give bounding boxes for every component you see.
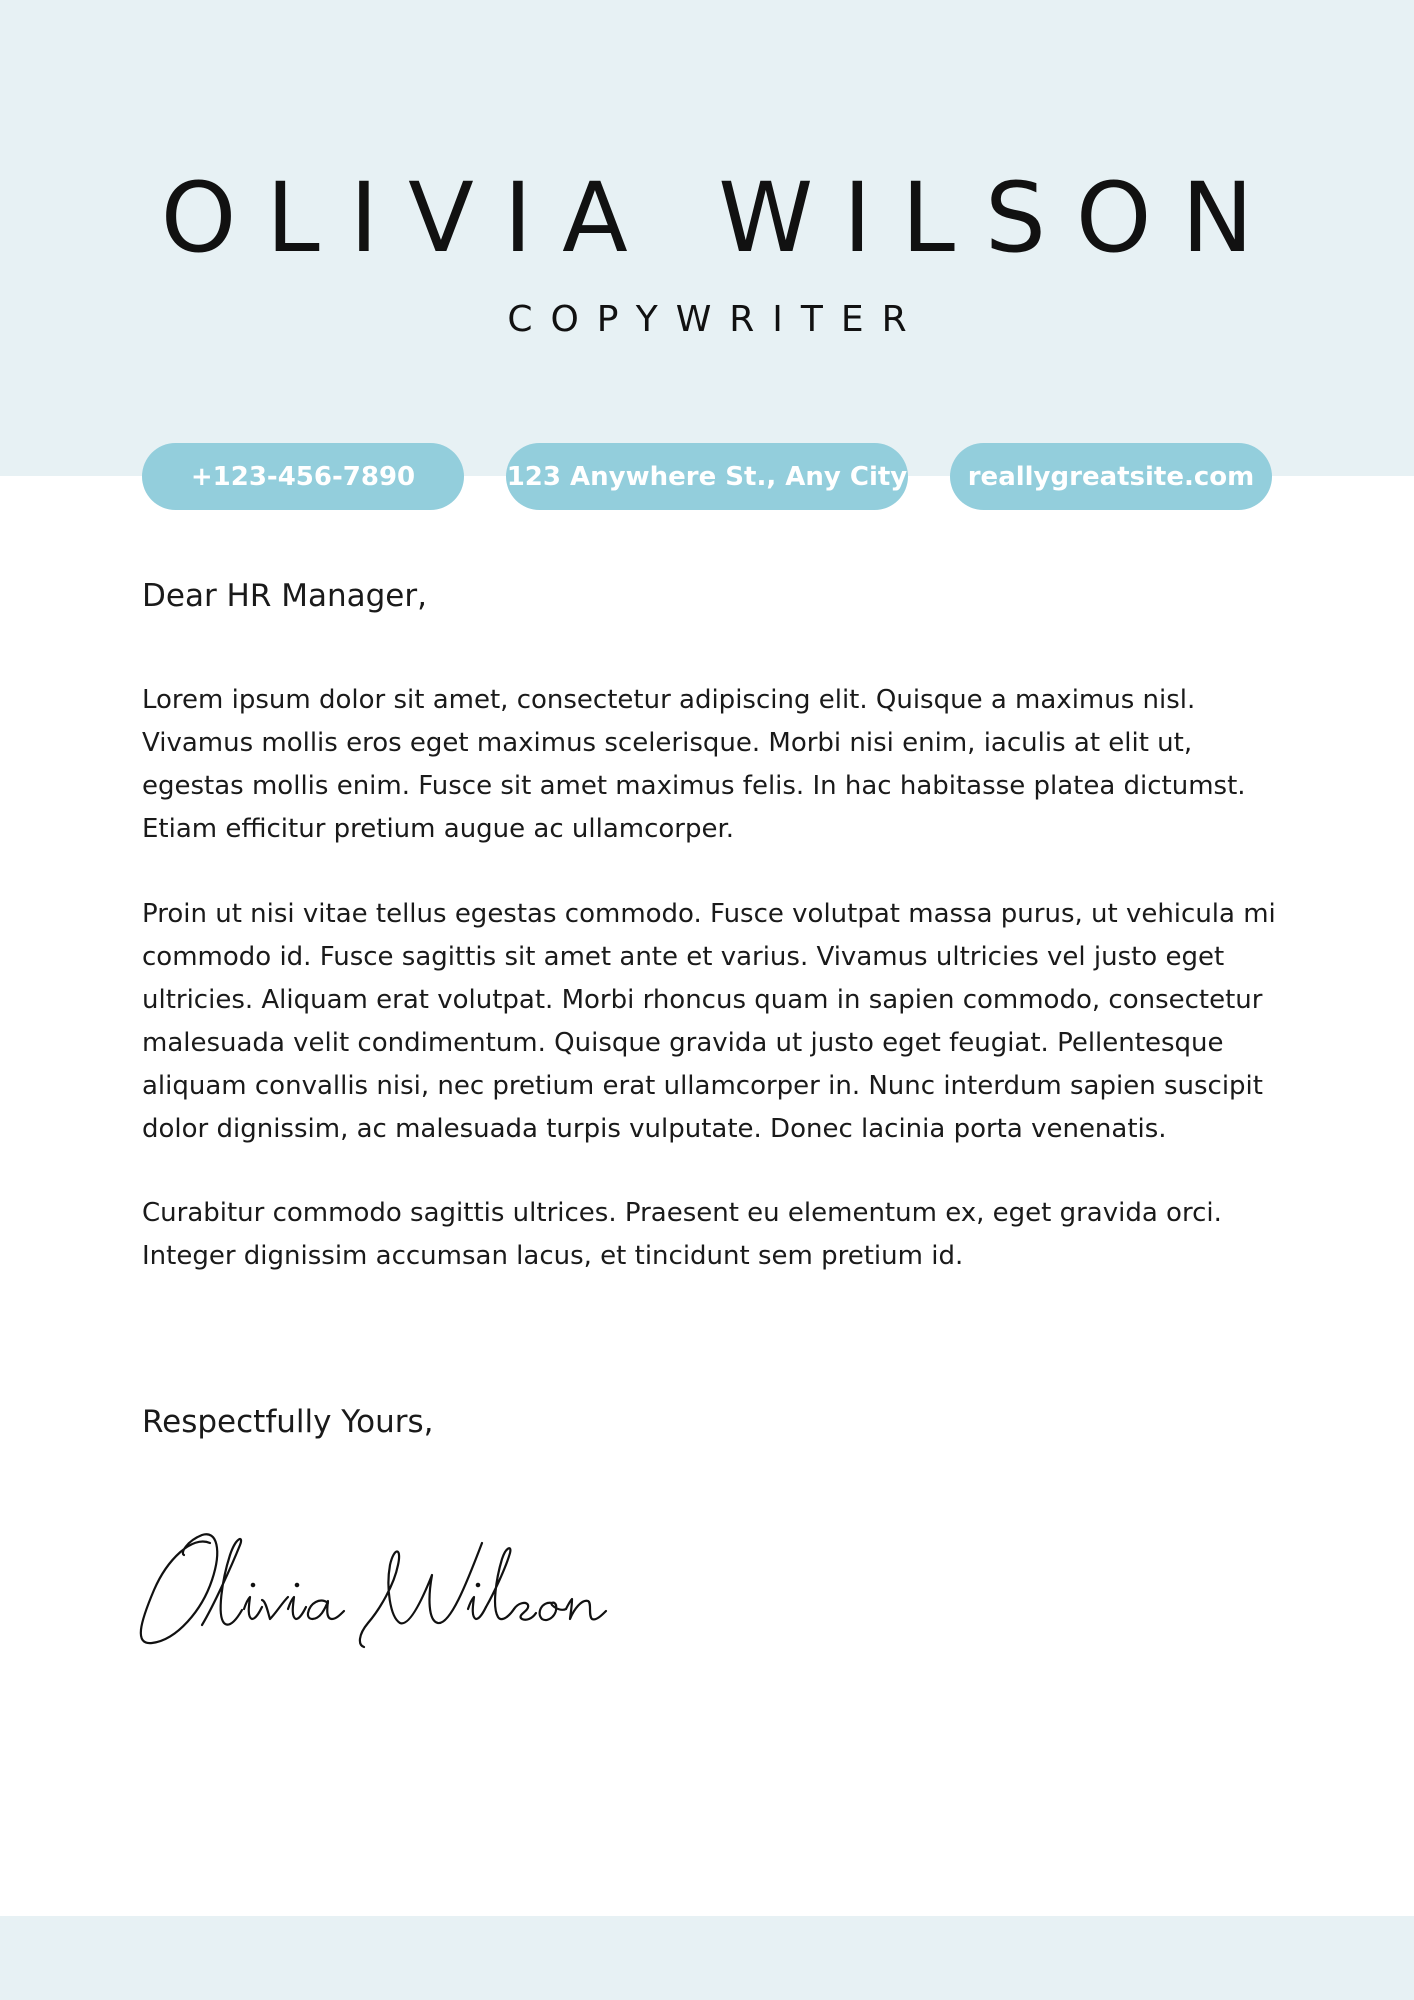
closing: Respectfully Yours,	[142, 1404, 434, 1440]
footer-background	[0, 1916, 1414, 2000]
address-badge: 123 Anywhere St., Any City	[506, 443, 908, 510]
body-paragraph-1: Lorem ipsum dolor sit amet, consectetur adipiscing elit. Quisque a maximus nisl. Vivamus mollis eros eget maximus scelerisque. Morbi nisi enim, iaculis at elit ut, egestas mollis enim. Fusce sit amet maximus felis. In hac habitasse platea dictumst. Etiam efficitur pretium augue ac ullamcorper.	[142, 685, 1246, 844]
body-paragraph-3: Curabitur commodo sagittis ultrices. Praesent eu elementum ex, eget gravida orci. Integer dignissim accumsan lacus, et tincidunt sem pretium id.	[142, 1198, 1222, 1271]
job-title: COPYWRITER	[507, 299, 925, 340]
signature-image	[132, 1505, 632, 1655]
website-badge: reallygreatsite.com	[950, 443, 1272, 510]
salutation: Dear HR Manager,	[142, 578, 427, 614]
applicant-name: OLIVIA WILSON	[160, 162, 1284, 274]
body-paragraph-2: Proin ut nisi vitae tellus egestas commodo. Fusce volutpat massa purus, ut vehicula mi commodo id. Fusce sagittis sit amet ante et varius. Vivamus ultricies vel justo eget ultricies. Aliquam erat volutpat. Morbi rhoncus quam in sapien commodo, consectetur malesuada velit condimentum. Quisque gravida ut justo eget feugiat. Pellentesque aliquam convallis nisi, nec pretium erat ullamcorper in. Nunc interdum sapien suscipit dolor dignissim, ac malesuada turpis vulputate. Donec lacinia porta venenatis.	[142, 899, 1276, 1144]
phone-badge: +123-456-7890	[142, 443, 464, 510]
